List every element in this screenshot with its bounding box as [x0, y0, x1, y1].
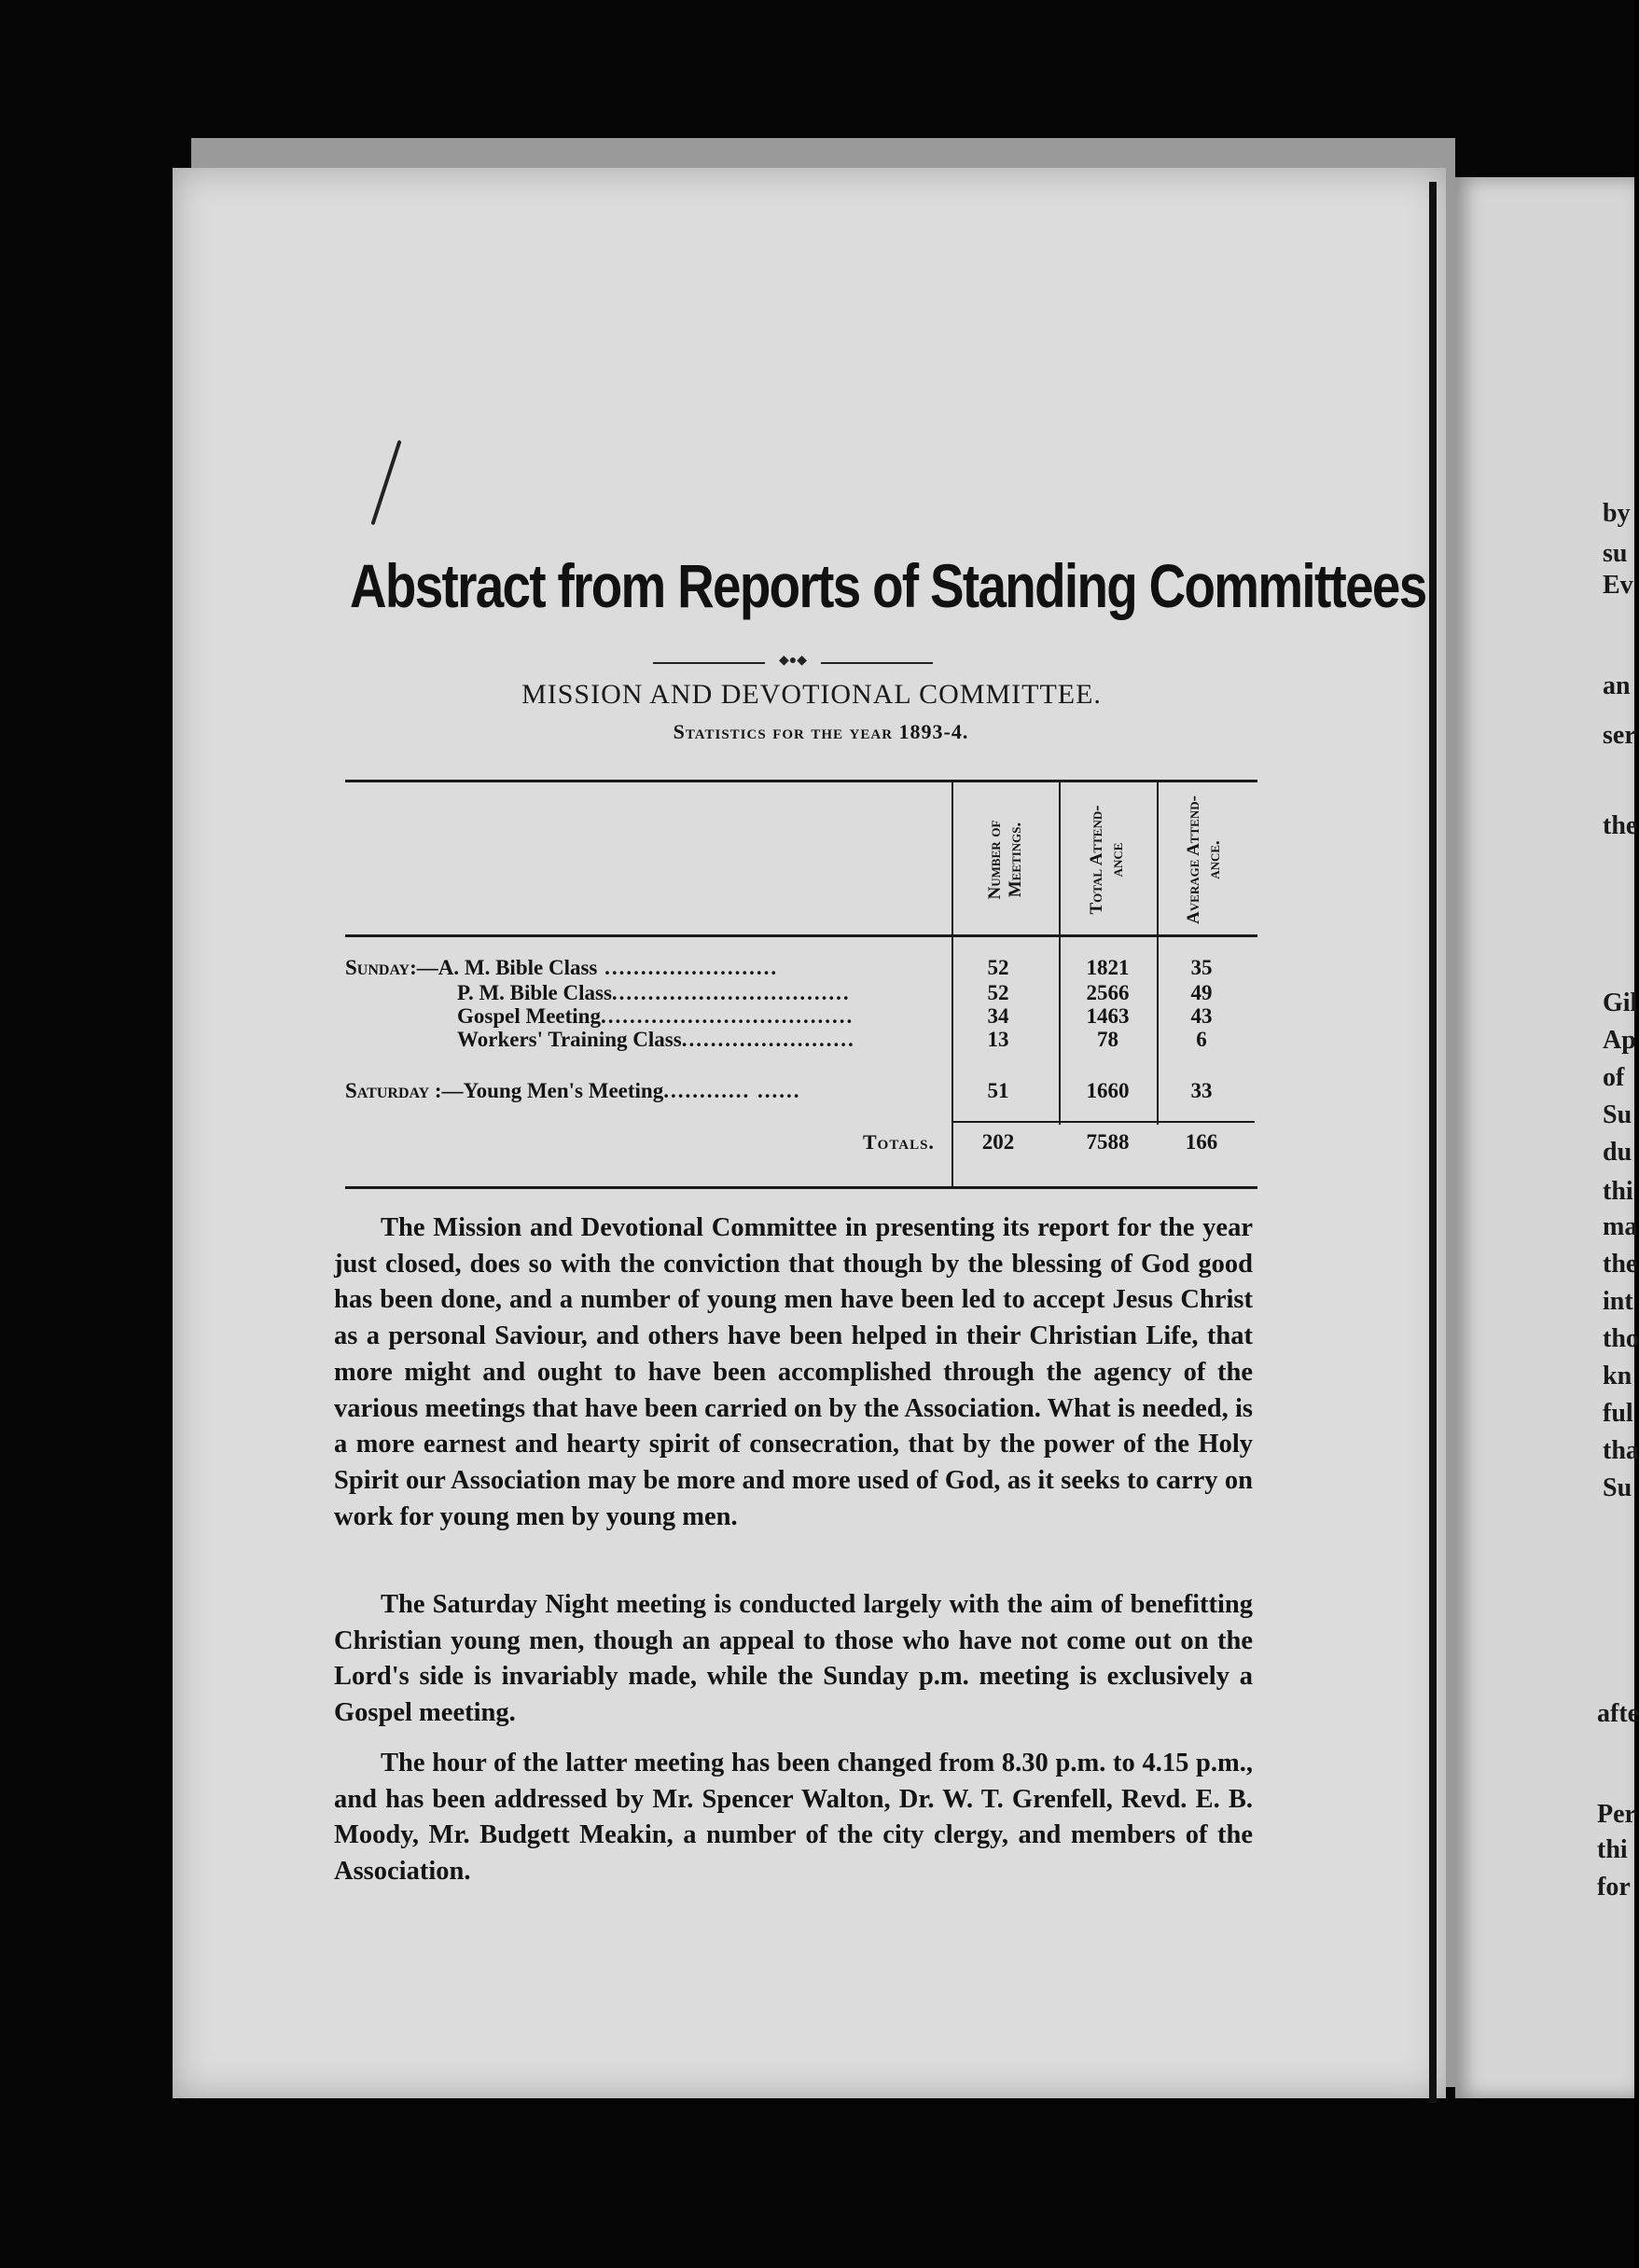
right-page-fragment: of	[1603, 1063, 1625, 1092]
table-cell-total: 1660	[1086, 1079, 1130, 1102]
table-cell-average: 33	[1190, 1079, 1213, 1102]
table-bottom-rule	[345, 1186, 1257, 1189]
row-label-text: Gospel Meeting	[457, 1004, 601, 1028]
right-page-fragment: thi	[1603, 1177, 1633, 1206]
table-cell-meetings: 52	[987, 956, 1009, 979]
row-label-text: Young Men's Meeting	[463, 1079, 664, 1102]
table-cell-average: 35	[1190, 956, 1213, 979]
paragraph-2: The Saturday Night meeting is conducted largely with the aim of benefitting Christian young men, though an appeal to those who have not come out on the Lord's side is invariably made, while the Sunday p.m. meeting is exclusively a Gospel meeting.	[334, 1590, 1253, 1728]
right-page-fragment: afte	[1597, 1699, 1639, 1728]
total-meetings: 202	[981, 1130, 1015, 1154]
right-page-fragment: the	[1603, 811, 1638, 840]
total-average: 166	[1185, 1130, 1218, 1154]
right-page-fragment: tha	[1603, 1436, 1639, 1465]
paragraph-3: The hour of the latter meeting has been changed from 8.30 p.m. to 4.15 p.m., and has been addressed by Mr. Spencer Walton, Dr. W. T. Grenfell, Revd. E. B. Moody, Mr. Budgett Meakin, a number of the city clergy, and members of the Association.	[334, 1749, 1253, 1887]
column-divider	[1157, 781, 1159, 1125]
row-label-gospel: Gospel Meeting...................................	[457, 1004, 854, 1028]
table-cell-total: 1463	[1086, 1004, 1130, 1028]
right-page-fragment: tho	[1603, 1324, 1639, 1353]
column-divider	[951, 781, 953, 1186]
page-title: Abstract from Reports of Standing Committees	[350, 551, 1426, 620]
totals-label: Totals.	[863, 1130, 935, 1154]
right-page-fragment: int	[1603, 1287, 1633, 1316]
page-fold	[1429, 182, 1437, 2103]
right-page-fragment: Su	[1603, 1100, 1632, 1129]
statistics-heading: Statistics for the year 1893-4.	[673, 720, 969, 743]
row-label-young-men: Saturday :—Young Men's Meeting............ ......	[345, 1079, 801, 1102]
table-cell-total: 2566	[1086, 981, 1130, 1004]
right-page-fragment: an	[1603, 671, 1631, 700]
right-page-fragment: for	[1597, 1873, 1631, 1902]
total-attendance: 7588	[1086, 1130, 1130, 1154]
right-page-fragment: thi	[1597, 1835, 1628, 1864]
column-divider	[1059, 781, 1061, 1125]
right-page-fragment: ful	[1603, 1399, 1633, 1428]
ornament-glyph: ◆●◆	[779, 654, 807, 668]
right-page-fragment: su	[1603, 539, 1628, 568]
right-page-fragment: Su	[1603, 1473, 1632, 1502]
table-cell-average: 6	[1196, 1028, 1207, 1051]
title-ornament	[653, 653, 933, 671]
table-top-rule	[345, 780, 1257, 782]
table-cell-meetings: 51	[987, 1079, 1009, 1102]
row-label-text: A. M. Bible Class	[438, 956, 598, 979]
column-header-meetings: Number of Meetings.	[985, 820, 1025, 900]
sunday-label: Sunday:—	[345, 956, 438, 979]
right-page-fragment: by	[1603, 499, 1631, 528]
right-page-fragment: kn	[1603, 1362, 1632, 1390]
table-cell-meetings: 13	[987, 1028, 1009, 1051]
row-label-text: P. M. Bible Class	[457, 981, 612, 1004]
right-page-fragment: Ap	[1603, 1026, 1636, 1055]
right-page-fragment: ma	[1603, 1212, 1638, 1241]
table-header-rule	[345, 934, 1257, 937]
right-page-fragment: Ev	[1603, 571, 1633, 600]
right-page-fragment: Per	[1597, 1800, 1636, 1829]
table-cell-meetings: 34	[987, 1004, 1009, 1028]
paragraph-1: The Mission and Devotional Committee in presenting its report for the year just closed, does so with the conviction that though by the blessing of God good has been done, and a number of young men have been led to accept Jesus Christ as a personal Saviour, and others have been helped in their Christian Life, that more might and ought to have been accomplished through the agency of the various meetings that have been carried on by the Association. What is needed, is a more earnest and hearty spirit of consecration, that by the power of the Holy Spirit our Association may be more and more used of God, as it seeks to carry on work for young men by young men.	[334, 1213, 1253, 1531]
right-page-fragment: Gil	[1603, 989, 1638, 1017]
table-cell-meetings: 52	[987, 981, 1009, 1004]
row-label-workers: Workers' Training Class........................	[457, 1028, 855, 1051]
totals-rule	[951, 1121, 1255, 1123]
saturday-label: Saturday :—	[345, 1079, 464, 1102]
table-cell-total: 1821	[1086, 956, 1130, 979]
column-header-average: Average Attend-ance.	[1184, 795, 1224, 924]
right-page-fragment: ser	[1603, 721, 1636, 750]
committee-heading: MISSION AND DEVOTIONAL COMMITTEE.	[521, 679, 1102, 710]
right-page-fragment: du	[1603, 1138, 1632, 1167]
table-cell-average: 49	[1190, 981, 1213, 1004]
row-label-am-bible: Sunday:—A. M. Bible Class ........................	[345, 956, 779, 979]
table-cell-total: 78	[1097, 1028, 1118, 1051]
row-label-pm-bible: P. M. Bible Class.................................	[457, 981, 851, 1004]
column-header-total: Total Attend-ance	[1087, 805, 1127, 915]
row-label-text: Workers' Training Class	[457, 1028, 682, 1051]
table-cell-average: 43	[1190, 1004, 1213, 1028]
right-page-fragment: the	[1603, 1250, 1638, 1279]
